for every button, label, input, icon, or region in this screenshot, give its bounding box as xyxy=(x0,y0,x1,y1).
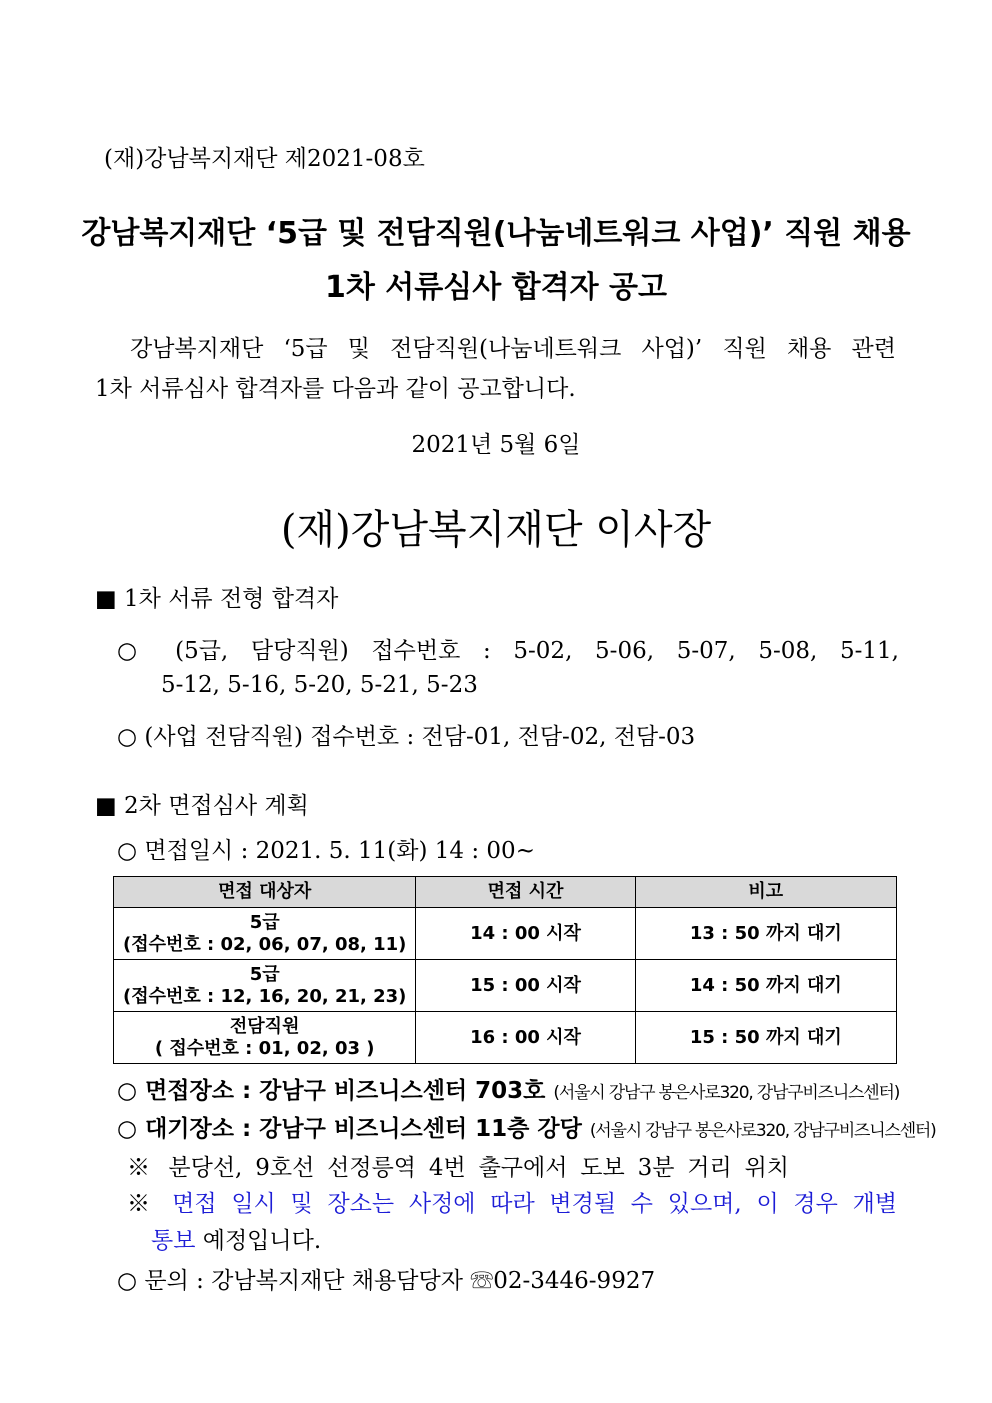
time-cell: 14 : 00 시작 xyxy=(416,908,635,960)
passed-list-text: (5급, 담당직원) 접수번호 : 5-02, 5-06, 5-07, 5-08, 5-11, xyxy=(175,638,899,664)
contact-info xyxy=(117,1262,655,1295)
circle-bullet-icon: ○ xyxy=(117,1078,138,1104)
passed-list-project-staff xyxy=(117,718,695,751)
interview-place-address: (서울시 강남구 봉은사로320, 강남구비즈니스센터) xyxy=(553,1083,900,1103)
time-cell: 16 : 00 시작 xyxy=(416,1012,635,1064)
target-group: 전담직원 xyxy=(229,1015,300,1037)
passed-list-grade5-continued: 5-12, 5-16, 5-20, 5-21, 5-23 xyxy=(161,672,478,698)
notice-title-line-2: 1차 서류심사 합격자 공고 xyxy=(324,270,667,305)
interview-place xyxy=(117,1072,899,1105)
note-cell: 15 : 50 까지 대기 xyxy=(635,1012,896,1064)
change-notice-tail: 예정입니다. xyxy=(195,1228,322,1254)
signer: (재)강남복지재단 이사장 xyxy=(280,507,712,553)
circle-bullet-icon: ○ xyxy=(117,838,138,864)
change-notice-continued xyxy=(151,1222,321,1255)
column-header: 면접 시간 xyxy=(416,877,635,908)
target-numbers: (접수번호 : 02, 06, 07, 08, 11) xyxy=(122,933,407,955)
target-numbers: (접수번호 : 12, 16, 20, 21, 23) xyxy=(122,985,407,1007)
circle-bullet-icon: ○ xyxy=(117,638,153,664)
passed-list-grade5 xyxy=(117,632,899,665)
notice-title-line-1: 강남복지재단 ‘5급 및 전담직원(나눔네트워크 사업)’ 직원 채용 xyxy=(81,216,911,251)
reference-mark-icon: ※ xyxy=(127,1191,158,1217)
change-notice-text: 면접 일시 및 장소는 사정에 따라 변경될 수 있으며, 이 경우 개별 xyxy=(172,1191,898,1217)
table-header-row xyxy=(114,877,897,908)
table-row xyxy=(114,1012,897,1064)
note-cell: 14 : 50 까지 대기 xyxy=(635,960,896,1012)
location-note-text: 분당선, 9호선 선정릉역 4번 출구에서 도보 3분 거리 위치 xyxy=(168,1155,790,1181)
target-numbers: ( 접수번호 : 01, 02, 03 ) xyxy=(154,1037,375,1059)
document-number: (재)강남복지재단 제2021-08호 xyxy=(104,146,425,172)
interview-place-text: 면접장소 : 강남구 비즈니스센터 703호 xyxy=(145,1078,546,1104)
change-notice xyxy=(127,1185,897,1218)
section-title: 1차 서류 전형 합격자 xyxy=(124,586,339,612)
waiting-place xyxy=(117,1110,936,1143)
change-notice-blue-text: 통보 xyxy=(151,1228,196,1254)
square-bullet-icon: ■ xyxy=(95,586,117,612)
interview-datetime-text: 면접일시 : 2021. 5. 11(화) 14 : 00~ xyxy=(144,838,535,864)
section-heading-interview-plan xyxy=(95,787,309,820)
column-header: 면접 대상자 xyxy=(114,877,416,908)
passed-list-text: (사업 전담직원) 접수번호 : 전담-01, 전담-02, 전담-03 xyxy=(144,724,696,750)
contact-text: 문의 : 강남복지재단 채용담당자 ☏02-3446-9927 xyxy=(144,1268,656,1294)
target-cell xyxy=(114,1012,416,1064)
interview-datetime xyxy=(117,832,535,865)
waiting-place-address: (서울시 강남구 봉은사로320, 강남구비즈니스센터) xyxy=(589,1121,936,1141)
circle-bullet-icon: ○ xyxy=(117,1268,138,1294)
target-cell xyxy=(114,908,416,960)
target-group: 5급 xyxy=(249,963,280,985)
interview-schedule-table xyxy=(113,876,897,1064)
table-row xyxy=(114,960,897,1012)
target-group: 5급 xyxy=(249,911,280,933)
waiting-place-text: 대기장소 : 강남구 비즈니스센터 11층 강당 xyxy=(145,1116,582,1142)
notice-date: 2021년 5월 6일 xyxy=(411,432,581,458)
target-cell xyxy=(114,960,416,1012)
intro-text-line-1: 강남복지재단 ‘5급 및 전담직원(나눔네트워크 사업)’ 직원 채용 관련 xyxy=(130,336,896,362)
table-row xyxy=(114,908,897,960)
column-header: 비고 xyxy=(635,877,896,908)
circle-bullet-icon: ○ xyxy=(117,1116,138,1142)
time-cell: 15 : 00 시작 xyxy=(416,960,635,1012)
circle-bullet-icon: ○ xyxy=(117,724,138,750)
reference-mark-icon: ※ xyxy=(127,1155,156,1181)
section-heading-document-screening xyxy=(95,580,338,613)
section-title: 2차 면접심사 계획 xyxy=(124,793,309,819)
square-bullet-icon: ■ xyxy=(95,793,117,819)
location-note xyxy=(127,1149,789,1182)
note-cell: 13 : 50 까지 대기 xyxy=(635,908,896,960)
intro-text-line-2: 1차 서류심사 합격자를 다음과 같이 공고합니다. xyxy=(95,376,576,402)
